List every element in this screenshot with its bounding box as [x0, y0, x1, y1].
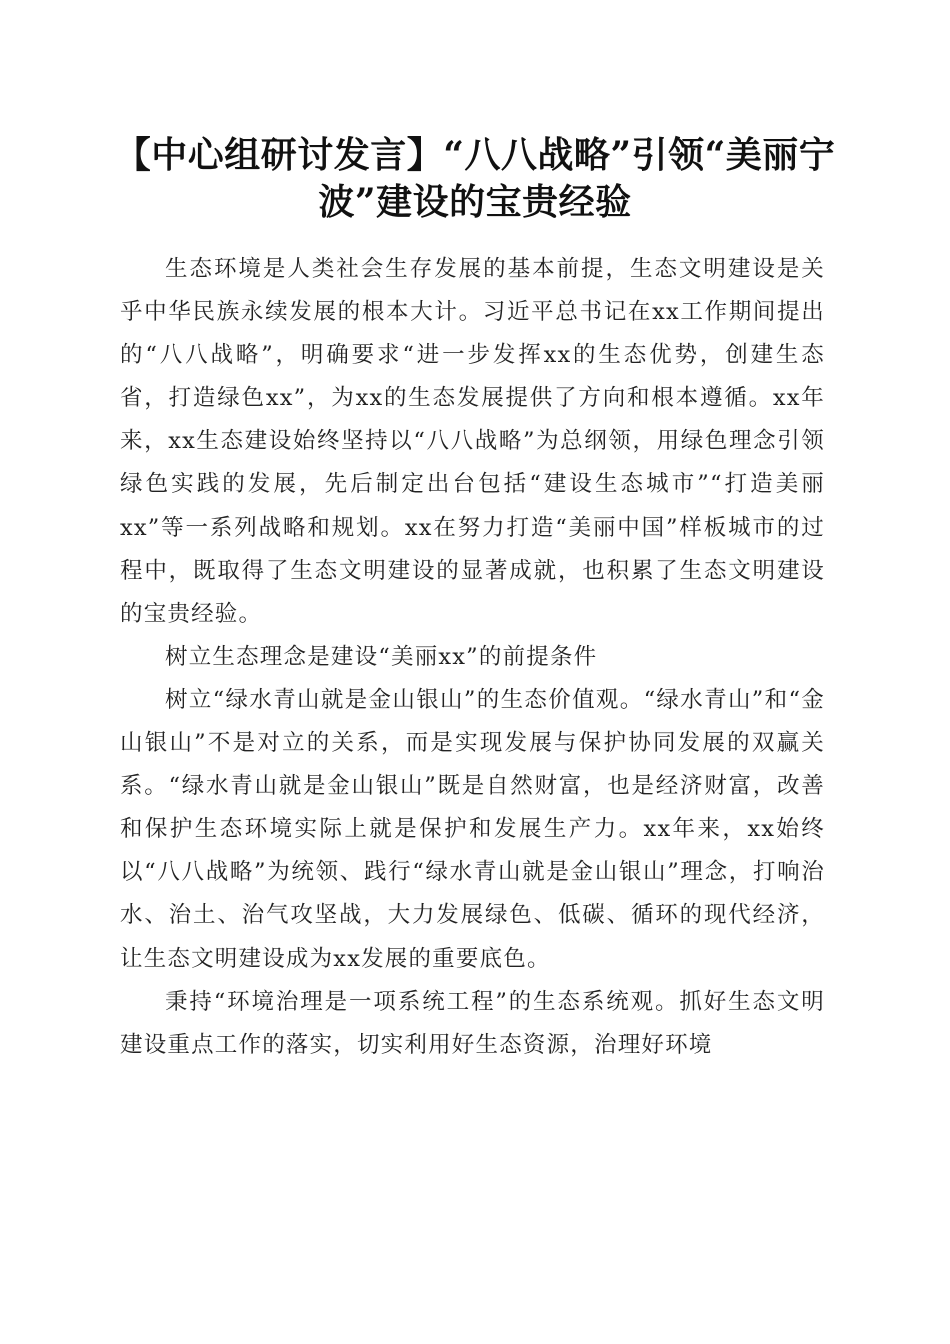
- section-heading: 树立生态理念是建设“美丽xx”的前提条件: [165, 643, 598, 670]
- paragraph-intro: 生态环境是人类社会生存发展的基本前提，生态文明建设是关乎中华民族永续发展的根本大计。习近平总书记在xx工作期间提出的“八八战略”，明确要求“进一步发挥xx的生态优势，创建生态省，打造绿色xx”，为xx的生态发展提供了方向和根本遵循。xx年来，xx生态建设始终坚持以“八八战略”为总纲领，用绿色理念引领绿色实践的发展，先后制定出台包括“建设生态城市”“打造美丽xx”等一系列战略和规划。xx在努力打造“美丽中国”样板城市的过程中，既取得了生态文明建设的显著成就，也积累了生态文明建设的宝贵经验。: [120, 256, 825, 627]
- document-title: 【中心组研讨发言】“八八战略”引领“美丽宁波”建设的宝贵经验: [114, 134, 836, 223]
- paragraph-system-view: 秉持“环境治理是一项系统工程”的生态系统观。抓好生态文明建设重点工作的落实，切实利用好生态资源，治理好环境: [120, 988, 825, 1058]
- document-body: [120, 248, 825, 1067]
- paragraph-value-view: 树立“绿水青山就是金山银山”的生态价值观。“绿水青山”和“金山银山”不是对立的关系，而是实现发展与保护协同发展的双赢关系。“绿水青山就是金山银山”既是自然财富，也是经济财富，改善和保护生态环境实际上就是保护和发展生产力。xx年来，xx始终以“八八战略”为统领、践行“绿水青山就是金山银山”理念，打响治水、治土、治气攻坚战，大力发展绿色、低碳、循环的现代经济，让生态文明建设成为xx发展的重要底色。: [120, 686, 825, 972]
